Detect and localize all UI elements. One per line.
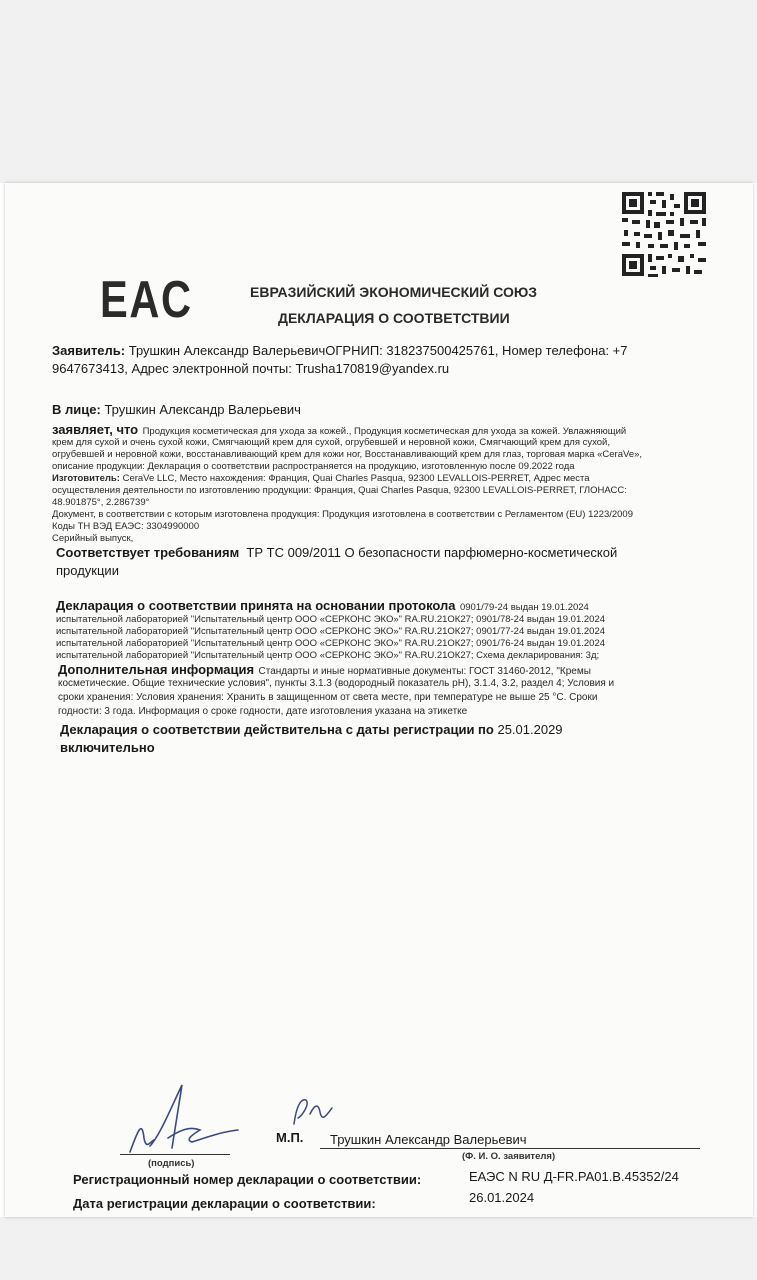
stamp-label: М.П. [276,1130,304,1145]
manufacturer-text-5: Коды ТН ВЭД ЕАЭС: 3304990000 [52,521,200,532]
additional-label: Дополнительная информация [58,662,255,677]
validity-label: Декларация о соответствии действительна с даты регистрации по [60,722,494,737]
protocol-line: испытательной лабораторией "Испытательный центр ООО «СЕРКОНС ЭКО»" RA.RU.21ОК27; 0901/76-24 выдан 19.01.2024 [56,638,606,649]
validity-date: 25.01.2029 [497,722,563,737]
applicant-signature [120,1080,240,1160]
name-underline [320,1148,700,1149]
additional-text-2: косметические. Общие технические условия", пункты 3.1.3 (водородный показатель pH), 3.1.4, 3.2, раздел 4; Условия и [58,678,615,689]
background-top [0,0,757,183]
declares-label: заявляет, что [52,422,139,437]
manufacturer-text-2: осуществления деятельности по изготовлению продукции: Франция, Quai Charles Pasqua, 92300 LEVALLOIS-PERRET, ГЛОНАСС: [52,485,627,496]
compliance-line-1 [56,545,617,560]
representative-value: Трушкин Александр Валерьевич [104,402,301,417]
applicant-label: Заявитель: [52,343,126,358]
validity-line-1 [60,722,563,737]
manufacturer-label: Изготовитель: [52,473,120,484]
registration-date-value: 26.01.2024 [469,1190,535,1205]
manufacturer-text-4: Документ, в соответствии с которым изготовлена продукция: Продукция изготовлена в соответствии с Регламентом (EU) 1223/2009 [52,509,634,520]
compliance-label: Соответствует требованиям [56,545,240,560]
eac-logo: EAC [100,271,193,329]
representative-line [52,402,301,417]
applicant-text-1: Трушкин Александр ВалерьевичОГРНИП: 318237500425761, Номер телефона: +7 [128,343,628,358]
protocol-label: Декларация о соответствии принята на основании протокола [56,598,456,613]
additional-text-3: сроки хранения: Условия хранения: Хранить в защищенном от света месте, при температуре не выше 25 °С. Сроки [58,692,598,703]
validity-suffix: включительно [60,740,155,755]
compliance-text-2: продукции [56,563,119,578]
stamp-initials [288,1094,338,1130]
protocol-line: испытательной лабораторией "Испытательный центр ООО «СЕРКОНС ЭКО»" RA.RU.21ОК27; 0901/78-24 выдан 19.01.2024 [56,614,606,625]
declares-text-2: крем для сухой и очень сухой кожи, Смягчающий крем для сухой, огрубевшей и неровной кожи, Смягчающий крем для сухой, [52,437,610,448]
applicant-line-1 [52,343,628,358]
manufacturer-text-3: 48.901875°, 2.286739° [52,497,150,508]
name-caption: (Ф. И. О. заявителя) [462,1151,556,1162]
signature-caption: (подпись) [148,1158,195,1169]
document-title: ДЕКЛАРАЦИЯ О СООТВЕТСТВИИ [278,310,510,326]
compliance-text-1: ТР ТС 009/2011 О безопасности парфюмерно-косметической [246,545,618,560]
union-title: ЕВРАЗИЙСКИЙ ЭКОНОМИЧЕСКИЙ СОЮЗ [250,284,538,300]
registration-date-label: Дата регистрации декларации о соответствии: [73,1196,376,1211]
protocol-line-1 [56,597,589,615]
representative-label: В лице: [52,402,101,417]
manufacturer-text-1: CeraVe LLC, Место нахождения: Франция, Quai Charles Pasqua, 92300 LEVALLOIS-PERRET, Адрес места [122,473,590,484]
additional-line-1 [58,661,591,679]
protocol-line: испытательной лабораторией "Испытательный центр ООО «СЕРКОНС ЭКО»" RA.RU.21ОК27; 0901/77-24 выдан 19.01.2024 [56,626,606,637]
signature-underline [120,1154,230,1155]
declares-text-3: огрубевшей и неровной кожи, восстанавливающий крем для кожи ног, Восстанавливающий крем для глаз, торговая марка «CeraVe», [52,449,643,460]
registration-number-label: Регистрационный номер декларации о соответствии: [73,1172,422,1187]
protocol-line: испытательной лабораторией "Испытательный центр ООО «СЕРКОНС ЭКО»" RA.RU.21ОК27; Схема декларирования: 3д; [56,650,600,661]
signer-name: Трушкин Александр Валерьевич [330,1132,527,1147]
protocol-first: 0901/79-24 выдан 19.01.2024 [459,602,589,613]
background-bottom [0,1217,757,1280]
registration-number-value: ЕАЭС N RU Д-FR.PA01.B.45352/24 [469,1169,679,1184]
manufacturer-text-6: Серийный выпуск, [52,533,134,544]
declares-text-4: описание продукции: Декларация о соответствии распространяется на продукцию, изготовленную после 09.2022 года [52,461,575,472]
additional-text-4: годности: 3 года. Информация о сроке годности, дате изготовления указана на этикетке [58,706,468,717]
declares-text-1: Продукция косметическая для ухода за кожей., Продукция косметическая для ухода за кожей. Увлажняющий [142,426,627,437]
qr-code [620,190,708,278]
manufacturer-line-1 [52,473,590,484]
additional-text-1: Стандарты и иные нормативные документы: ГОСТ 31460-2012, "Кремы [258,666,591,677]
applicant-text-2: 9647673413, Адрес электронной почты: Trusha170819@yandex.ru [52,361,450,376]
